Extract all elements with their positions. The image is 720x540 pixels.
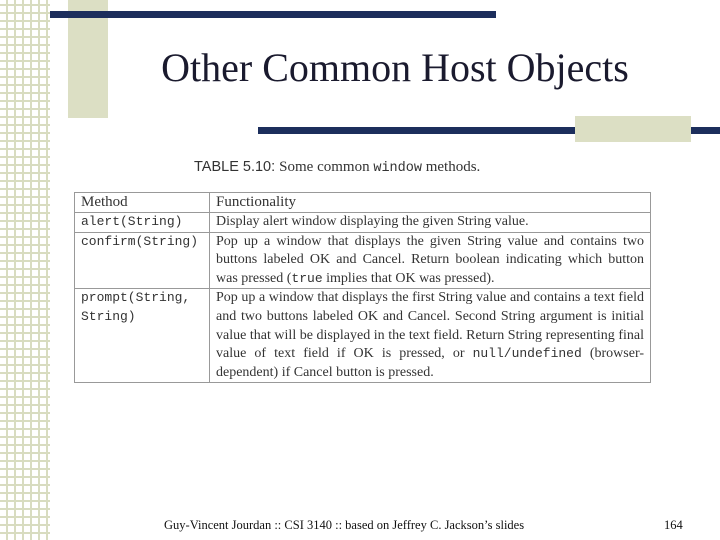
caption-text: Some common window methods. bbox=[279, 159, 481, 176]
table-row bbox=[75, 213, 651, 233]
table-row bbox=[75, 289, 651, 383]
title-rule-top bbox=[50, 11, 496, 18]
functionality-cell: Pop up a window that displays the given String value and contains two buttons labeled OK and Cancel. Return boolean indicating which button was pressed (true implies that OK was pressed). bbox=[210, 232, 651, 289]
functionality-cell: Pop up a window that displays the first String value and contains a text field and two buttons labeled OK and Cancel. Second String argument is initial value that will be displayed in the text field. Return String representing final value of text field if OK is pressed, or null/undefined (browser-dependent) if Cancel button is pressed. bbox=[210, 289, 651, 383]
method-cell: confirm(String) bbox=[75, 232, 210, 289]
checkered-margin-decoration bbox=[0, 0, 50, 540]
decorative-block-right bbox=[575, 116, 691, 142]
page-number: 164 bbox=[664, 518, 683, 532]
table-header-row bbox=[75, 193, 651, 213]
method-cell: prompt(String, String) bbox=[75, 289, 210, 383]
caption-label: TABLE 5.10: bbox=[194, 159, 276, 175]
functionality-cell: Display alert window displaying the given String value. bbox=[210, 213, 651, 233]
method-cell: alert(String) bbox=[75, 213, 210, 233]
header-method: Method bbox=[75, 193, 210, 213]
table-caption bbox=[194, 159, 480, 176]
slide-footer: Guy-Vincent Jourdan :: CSI 3140 :: based on Jeffrey C. Jackson’s slides bbox=[164, 518, 525, 532]
methods-table bbox=[74, 192, 651, 383]
slide-title: Other Common Host Objects bbox=[161, 45, 629, 90]
header-functionality: Functionality bbox=[210, 193, 651, 213]
table-row bbox=[75, 232, 651, 289]
